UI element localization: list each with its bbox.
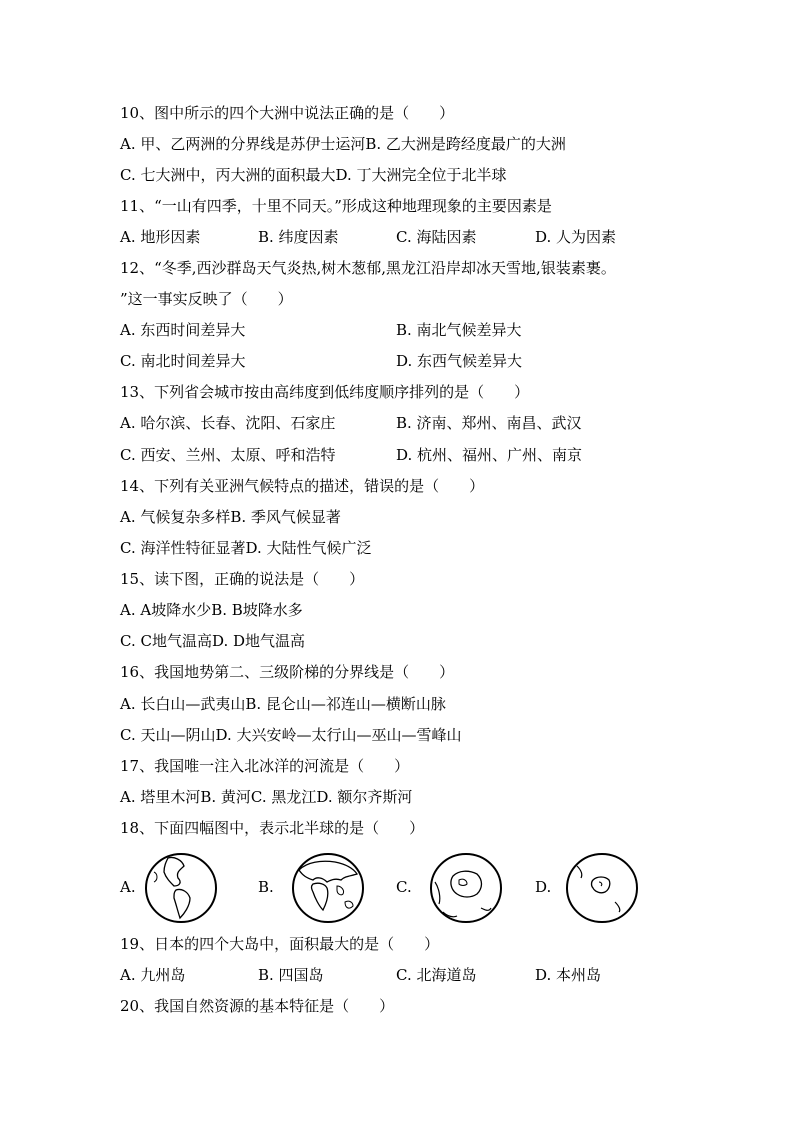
question-12-option-b: B. 南北气候差异大 <box>396 321 522 339</box>
question-17-stem: 17、我国唯一注入北冰洋的河流是（ ） <box>120 757 410 775</box>
question-13-option-d: D. 杭州、福州、广州、南京 <box>396 446 583 464</box>
question-18-stem: 18、下面四幅图中，表示北半球的是（ ） <box>120 819 425 837</box>
question-20-stem: 20、我国自然资源的基本特征是（ ） <box>120 997 395 1015</box>
question-16-options-line-2: C. 天山—阴山D. 大兴安岭—太行山—巫山—雪峰山 <box>120 726 462 744</box>
globe-south-pole-icon <box>429 852 503 924</box>
question-14-stem: 14、下列有关亚洲气候特点的描述，错误的是（ ） <box>120 477 485 495</box>
globe-option-a-label: A. <box>120 878 136 896</box>
question-13-stem: 13、下列省会城市按由高纬度到低纬度顺序排列的是（ ） <box>120 383 530 401</box>
question-16-stem: 16、我国地势第二、三级阶梯的分界线是（ ） <box>120 663 455 681</box>
globe-north-pole-icon <box>565 852 639 924</box>
question-17-options-line-1: A. 塔里木河B. 黄河C. 黑龙江D. 额尔齐斯河 <box>120 788 413 806</box>
question-15-options-line-2: C. C地气温高D. D地气温高 <box>120 632 306 650</box>
question-13-option-b: B. 济南、郑州、南昌、武汉 <box>396 414 582 432</box>
question-12-stem: 12、“冬季,西沙群岛天气炎热,树木葱郁,黑龙江沿岸却冰天雪地,银装素裹。 <box>120 259 616 277</box>
question-10-options-line-1: A. 甲、乙两洲的分界线是苏伊士运河B. 乙大洲是跨经度最广的大洲 <box>120 135 566 153</box>
question-15-options-line-1: A. A坡降水少B. B坡降水多 <box>120 601 303 619</box>
globe-americas-icon <box>144 852 218 924</box>
question-10-options-line-2: C. 七大洲中，丙大洲的面积最大D. 丁大洲完全位于北半球 <box>120 166 507 184</box>
question-13-option-c: C. 西安、兰州、太原、呼和浩特 <box>120 446 336 464</box>
question-15-stem: 15、读下图，正确的说法是（ ） <box>120 570 365 588</box>
question-16-options-line-1: A. 长白山—武夷山B. 昆仑山—祁连山—横断山脉 <box>120 695 446 713</box>
question-18-globe-options <box>0 852 794 924</box>
question-19-option-a: A. 九州岛 <box>120 966 186 984</box>
globe-option-c-label: C. <box>396 878 412 896</box>
question-11-option-d: D. 人为因素 <box>535 228 617 246</box>
question-12-option-c: C. 南北时间差异大 <box>120 352 246 370</box>
globe-option-b-label: B. <box>258 878 274 896</box>
question-11-option-b: B. 纬度因素 <box>258 228 339 246</box>
question-11-stem: 11、“一山有四季，十里不同天。”形成这种地理现象的主要因素是 <box>120 197 552 215</box>
globe-eurasia-africa-icon <box>291 852 365 924</box>
question-19-option-d: D. 本州岛 <box>535 966 602 984</box>
globe-option-d-label: D. <box>535 878 552 896</box>
question-12-stem-continued: ”这一事实反映了（ ） <box>120 290 293 308</box>
question-14-options-line-2: C. 海洋性特征显著D. 大陆性气候广泛 <box>120 539 372 557</box>
question-13-option-a: A. 哈尔滨、长春、沈阳、石家庄 <box>120 414 336 432</box>
question-11-option-a: A. 地形因素 <box>120 228 201 246</box>
question-10-stem: 10、图中所示的四个大洲中说法正确的是（ ） <box>120 104 455 122</box>
question-19-stem: 19、日本的四个大岛中，面积最大的是（ ） <box>120 935 440 953</box>
question-12-option-d: D. 东西气候差异大 <box>396 352 523 370</box>
question-11-option-c: C. 海陆因素 <box>396 228 477 246</box>
question-19-option-c: C. 北海道岛 <box>396 966 477 984</box>
question-19-option-b: B. 四国岛 <box>258 966 324 984</box>
question-12-option-a: A. 东西时间差异大 <box>120 321 246 339</box>
question-14-options-line-1: A. 气候复杂多样B. 季风气候显著 <box>120 508 341 526</box>
